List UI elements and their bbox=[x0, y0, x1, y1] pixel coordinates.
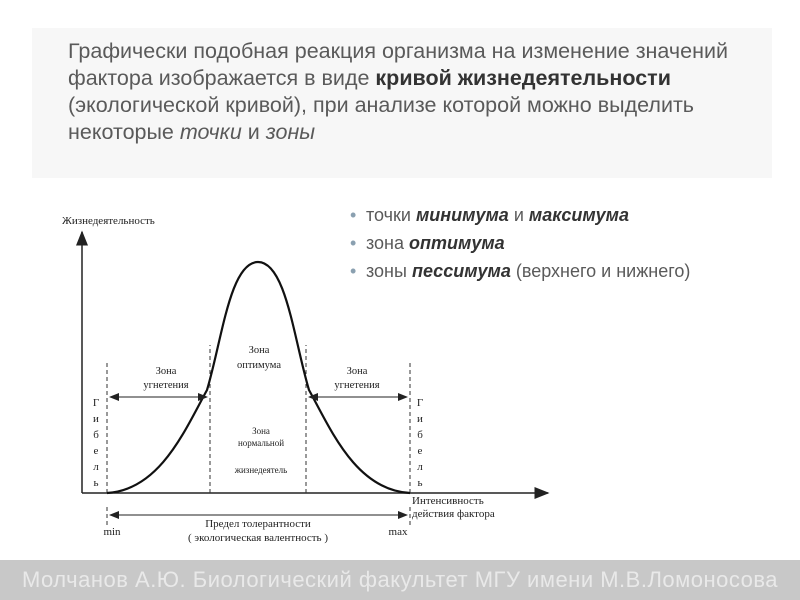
life-activity-curve bbox=[107, 262, 410, 493]
title-text-2: (экологической кривой), при анализе которой можно выделить некоторые bbox=[68, 93, 694, 144]
death-letter: Г bbox=[416, 397, 424, 409]
max-label: max bbox=[388, 526, 408, 538]
tolerance-label-2: ( экологическая валентность ) bbox=[188, 532, 328, 544]
title-text-3: и bbox=[241, 120, 266, 144]
zone-arrows bbox=[110, 397, 407, 515]
bullet-dot-icon: • bbox=[350, 233, 357, 253]
death-letter: Г bbox=[92, 397, 100, 409]
y-axis-label: Жизнедеятельность bbox=[62, 215, 155, 227]
x-axis-label-line1: Интенсивность bbox=[412, 495, 484, 507]
death-letter: ь bbox=[417, 477, 423, 489]
normal-zone-label-1: Зона bbox=[252, 426, 270, 436]
death-letter: б bbox=[93, 429, 99, 441]
death-zone-left bbox=[93, 397, 99, 489]
title-bold-term: кривой жизнедеятельности bbox=[375, 66, 671, 90]
death-letter: и bbox=[417, 413, 423, 425]
right-suppression-label-2: угнетения bbox=[334, 380, 380, 391]
normal-zone-label-3: жизнедеятель bbox=[234, 465, 288, 475]
normal-zone-label-2: нормальной bbox=[237, 438, 285, 448]
death-letter: л bbox=[93, 461, 99, 473]
bullet-term-optimum: оптимума bbox=[409, 233, 505, 253]
optimum-zone-label-2: оптимума bbox=[236, 360, 282, 371]
min-label: min bbox=[103, 526, 121, 538]
bullet-dot-icon: • bbox=[350, 205, 357, 225]
bullet-text: и bbox=[508, 205, 529, 225]
bullet-term-pessimum: пессимума bbox=[411, 261, 511, 281]
left-suppression-label-1: Зона bbox=[155, 366, 177, 377]
optimum-zone-label-1: Зона bbox=[248, 345, 270, 356]
death-letter: и bbox=[93, 413, 99, 425]
bullet-term-minimum: минимума bbox=[415, 205, 509, 225]
death-letter: е bbox=[417, 445, 423, 457]
death-letter: б bbox=[417, 429, 423, 441]
bullet-term-maximum: максимума bbox=[528, 205, 629, 225]
title-italic-points: точки bbox=[179, 120, 242, 144]
right-suppression-label-1: Зона bbox=[346, 366, 368, 377]
death-letter: л bbox=[417, 461, 423, 473]
title-italic-zones: зоны bbox=[265, 120, 316, 144]
x-axis-label-line2: действия фактора bbox=[412, 508, 495, 520]
title-text-1: Графически подобная реакция организма на изменение значений фактора изображается в виде bbox=[68, 39, 728, 90]
bullet-text: зоны bbox=[366, 261, 412, 281]
bullet-dot-icon: • bbox=[350, 261, 357, 281]
footer-credit: Молчанов А.Ю. Биологический факультет МГУ имени М.В.Ломоносова bbox=[0, 560, 800, 600]
death-letter: ь bbox=[93, 477, 99, 489]
bullet-text: (верхнего и нижнего) bbox=[510, 261, 691, 281]
death-zone-right bbox=[417, 397, 423, 489]
tolerance-label-1: Предел толерантности bbox=[205, 518, 311, 530]
bullet-text: зона bbox=[366, 233, 410, 253]
bullet-text: точки bbox=[366, 205, 416, 225]
left-suppression-label-2: угнетения bbox=[143, 380, 189, 391]
death-letter: е bbox=[93, 445, 99, 457]
